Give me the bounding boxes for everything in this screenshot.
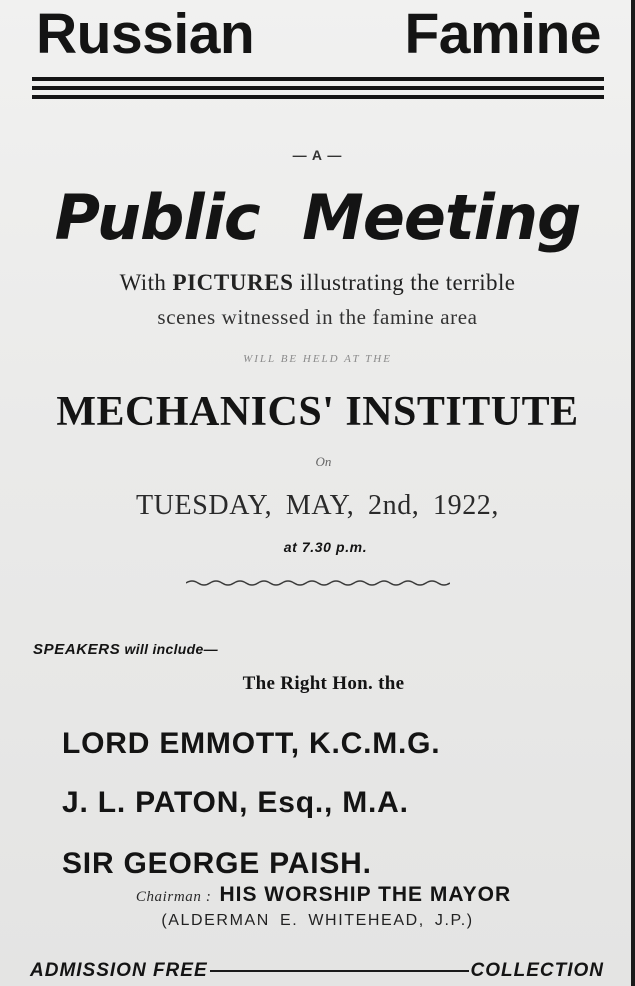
- pictures-line-prefix: With: [119, 270, 173, 295]
- speaker-jl-paton: J. L. PATON, Esq., M.A.: [62, 786, 409, 819]
- speakers-word: SPEAKERS: [33, 641, 121, 658]
- wavy-divider: [186, 578, 450, 588]
- title-rule-middle: [32, 86, 604, 90]
- venue-name: MECHANICS' INSTITUTE: [56, 389, 579, 435]
- chairman-label: Chairman :: [135, 889, 212, 905]
- pictures-word: PICTURES: [172, 270, 294, 295]
- title-rule-top: [32, 77, 604, 81]
- speaker-lord-emmott: LORD EMMOTT, K.C.M.G.: [62, 727, 441, 760]
- footer-line: [30, 956, 604, 986]
- right-hon-line: The Right Hon. the: [242, 673, 405, 694]
- footer-rule: [210, 970, 469, 972]
- speaker-george-paish: SIR GEORGE PAISH.: [62, 847, 372, 880]
- chairman-detail: (ALDERMAN E. WHITEHEAD, J.P.): [161, 912, 474, 929]
- chairman-line: [0, 880, 635, 910]
- a-line: — A —: [292, 147, 343, 163]
- speakers-include: will include—: [120, 641, 218, 657]
- poster-title: [36, 0, 601, 70]
- on-word: On: [315, 454, 332, 469]
- speakers-heading: [33, 637, 218, 661]
- pictures-line: [0, 268, 635, 298]
- scenes-line: scenes witnessed in the famine area: [157, 305, 478, 329]
- pictures-line-suffix: illustrating the terrible: [293, 270, 516, 295]
- title-word-russian: Russian: [36, 2, 255, 66]
- chairman-name: HIS WORSHIP THE MAYOR: [219, 883, 512, 906]
- meeting-time: at 7.30 p.m.: [283, 539, 368, 555]
- title-rule-bottom: [32, 95, 604, 99]
- headline-public-meeting: Public Meeting: [54, 181, 581, 254]
- admission-free: ADMISSION FREE: [30, 960, 208, 981]
- title-word-famine: Famine: [404, 2, 601, 66]
- will-be-held-line: WILL BE HELD AT THE: [243, 353, 392, 365]
- collection: COLLECTION: [470, 960, 604, 981]
- meeting-date: TUESDAY, MAY, 2nd, 1922,: [135, 490, 500, 521]
